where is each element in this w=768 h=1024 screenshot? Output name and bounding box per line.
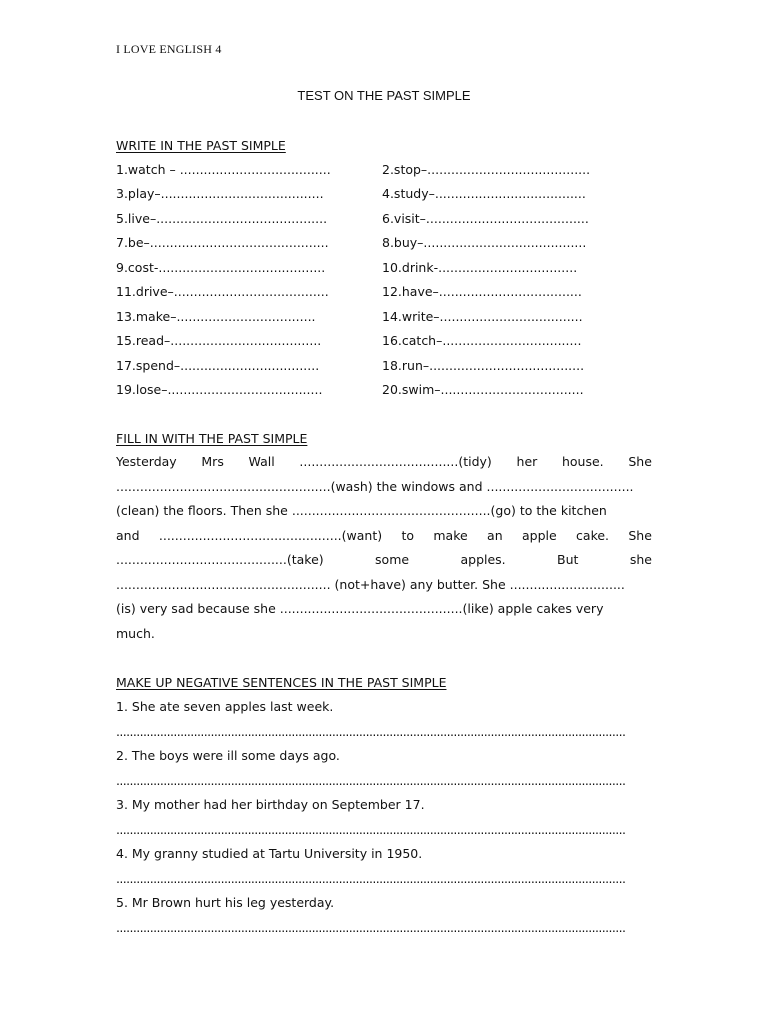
verb-item: 5.live–...........................................: [116, 211, 328, 226]
verb-item: 16.catch–...................................: [382, 333, 582, 348]
verb-item: 1.watch – ......................................: [116, 162, 331, 177]
verb-item: 2.stop–.........................................: [382, 162, 591, 177]
paragraph-line: ...........................................(take) some apples. But she: [116, 552, 652, 567]
verb-item: 14.write–....................................: [382, 309, 583, 324]
section-heading-write: WRITE IN THE PAST SIMPLE: [116, 138, 286, 153]
verb-item: 17.spend–...................................: [116, 358, 320, 373]
section-heading-fill: FILL IN WITH THE PAST SIMPLE: [116, 431, 308, 446]
sentence-item: 5. Mr Brown hurt his leg yesterday.: [116, 895, 335, 910]
paragraph-line: ......................................................(wash) the windows and .....................................: [116, 478, 634, 494]
verb-item: 7.be–.............................................: [116, 235, 329, 250]
fill-in-paragraph: [116, 450, 652, 646]
paragraph-line: much.: [116, 625, 155, 641]
worksheet-header: I LOVE ENGLISH 4: [116, 42, 222, 56]
paragraph-line: (clean) the floors. Then she ..................................................(go) to the kitchen: [116, 503, 607, 518]
verb-item: 6.visit–.........................................: [382, 211, 589, 226]
sentence-item: 2. The boys were ill some days ago.: [116, 748, 340, 763]
answer-line: .......................................................................................................................................................: [116, 822, 626, 837]
sentence-item: 1. She ate seven apples last week.: [116, 699, 334, 714]
verb-item: 13.make–...................................: [116, 309, 316, 324]
sentence-item: 3. My mother had her birthday on September 17.: [116, 797, 425, 812]
answer-line: .......................................................................................................................................................: [116, 724, 626, 739]
verb-item: 10.drink-...................................: [382, 260, 578, 275]
verb-item: 18.run–.......................................: [382, 358, 585, 373]
paragraph-line: ...................................................... (not+have) any butter. She .............................: [116, 576, 625, 592]
paragraph-line: (is) very sad because she ..............................................(like) apple cakes very: [116, 601, 604, 616]
verb-item: 15.read–......................................: [116, 333, 322, 348]
verb-item: 9.cost-..........................................: [116, 260, 326, 275]
verb-item: 4.study–......................................: [382, 186, 586, 201]
verb-item: 19.lose–.......................................: [116, 382, 323, 397]
sentence-item: 4. My granny studied at Tartu University in 1950.: [116, 846, 423, 861]
verb-item: 20.swim–....................................: [382, 382, 584, 397]
section-heading-negative: MAKE UP NEGATIVE SENTENCES IN THE PAST SIMPLE: [116, 675, 447, 690]
verb-item: 12.have–....................................: [382, 284, 582, 299]
worksheet-title: TEST ON THE PAST SIMPLE: [297, 88, 471, 103]
verb-item: 8.buy–.........................................: [382, 235, 587, 250]
paragraph-line: and ..............................................(want) to make an apple cake. She: [116, 527, 652, 543]
answer-line: .......................................................................................................................................................: [116, 871, 626, 886]
verb-item: 11.drive–.......................................: [116, 284, 329, 299]
paragraph-line: Yesterday Mrs Wall ........................................(tidy) her house. She: [116, 454, 652, 469]
answer-line: .......................................................................................................................................................: [116, 773, 626, 788]
answer-line: .......................................................................................................................................................: [116, 920, 626, 935]
verb-item: 3.play–.........................................: [116, 186, 324, 201]
